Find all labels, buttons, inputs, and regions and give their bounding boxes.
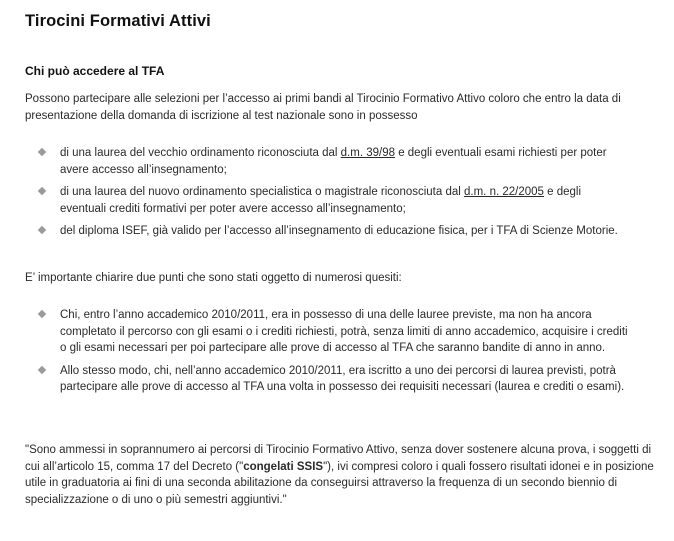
list-item-text: di una laurea del nuovo ordinamento specialistica o magistrale riconosciuta dal bbox=[60, 186, 465, 198]
clarification-list bbox=[0, 307, 674, 396]
quote-bold-text: congelati SSIS bbox=[243, 460, 324, 473]
list-item-text: Chi, entro l’anno accademico 2010/2011, era in possesso di una delle lauree previste, ma non ha ancora completato il percorso con gli esami o i crediti richiesti, potrà, senza limiti di anno accademico, acquisire i crediti o gli esami necessari per poi partecipare alle prove di accesso al TFA che saranno bandite di anno in anno. bbox=[60, 309, 628, 354]
diamond-bullet-icon bbox=[38, 148, 46, 156]
diamond-bullet-icon bbox=[38, 310, 46, 318]
requirements-list bbox=[0, 145, 674, 240]
list-item-text: di una laurea del vecchio ordinamento riconosciuta dal bbox=[60, 147, 341, 159]
quote-text: "Sono ammessi in soprannumero ai percorsi di Tirocinio Formativo Attivo, senza dover sostenere alcuna prova, i soggetti di cui all’articolo 15, comma 17 del Decreto (" bbox=[25, 444, 652, 473]
list-item bbox=[0, 307, 630, 357]
page-title: Tirocini Formativi Attivi bbox=[25, 12, 211, 30]
list-item-text: del diploma ISEF, già valido per l’accesso all’insegnamento di educazione fisica, per i TFA di Scienze Motorie. bbox=[60, 225, 618, 237]
intro-paragraph: Possono partecipare alle selezioni per l’accesso ai primi bandi al Tirocinio Formativo Attivo coloro che entro la data di presentazione della domanda di iscrizione al test nazionale sono in possesso bbox=[25, 93, 621, 122]
quote-paragraph bbox=[25, 442, 665, 508]
dm-39-98-link[interactable]: d.m. 39/98 bbox=[340, 147, 395, 159]
section-heading: Chi può accedere al TFA bbox=[25, 64, 165, 78]
diamond-bullet-icon bbox=[38, 187, 46, 195]
diamond-bullet-icon bbox=[38, 226, 46, 234]
list-item bbox=[0, 184, 630, 217]
list-item-text: e degli eventuali crediti formativi per poter avere accesso all’insegnamento; bbox=[60, 186, 582, 215]
quote-text: "), ivi compresi coloro i quali fossero risultati idonei e in posizione utile in graduatoria ai fini di una seconda abilitazione da conseguirsi attraverso la frequenza di un secondo biennio di specializzazione o di uno o più semestri aggiuntivi." bbox=[25, 460, 654, 506]
diamond-bullet-icon bbox=[38, 365, 46, 373]
list-item-text: e degli eventuali esami richiesti per poter avere accesso all’insegnamento; bbox=[60, 147, 607, 176]
list-item bbox=[0, 145, 630, 178]
clarification-paragraph: E’ importante chiarire due punti che sono stati oggetto di numerosi quesiti: bbox=[25, 272, 402, 284]
list-item bbox=[0, 223, 630, 240]
list-item bbox=[0, 363, 630, 396]
dm-22-2005-link[interactable]: d.m. n. 22/2005 bbox=[464, 186, 544, 198]
list-item-text: Allo stesso modo, chi, nell’anno accademico 2010/2011, era iscritto a uno dei percorsi di laurea previsti, potrà partecipare alle prove di accesso al TFA una volta in possesso dei requisiti necessari (laurea e crediti o esami). bbox=[60, 364, 625, 393]
